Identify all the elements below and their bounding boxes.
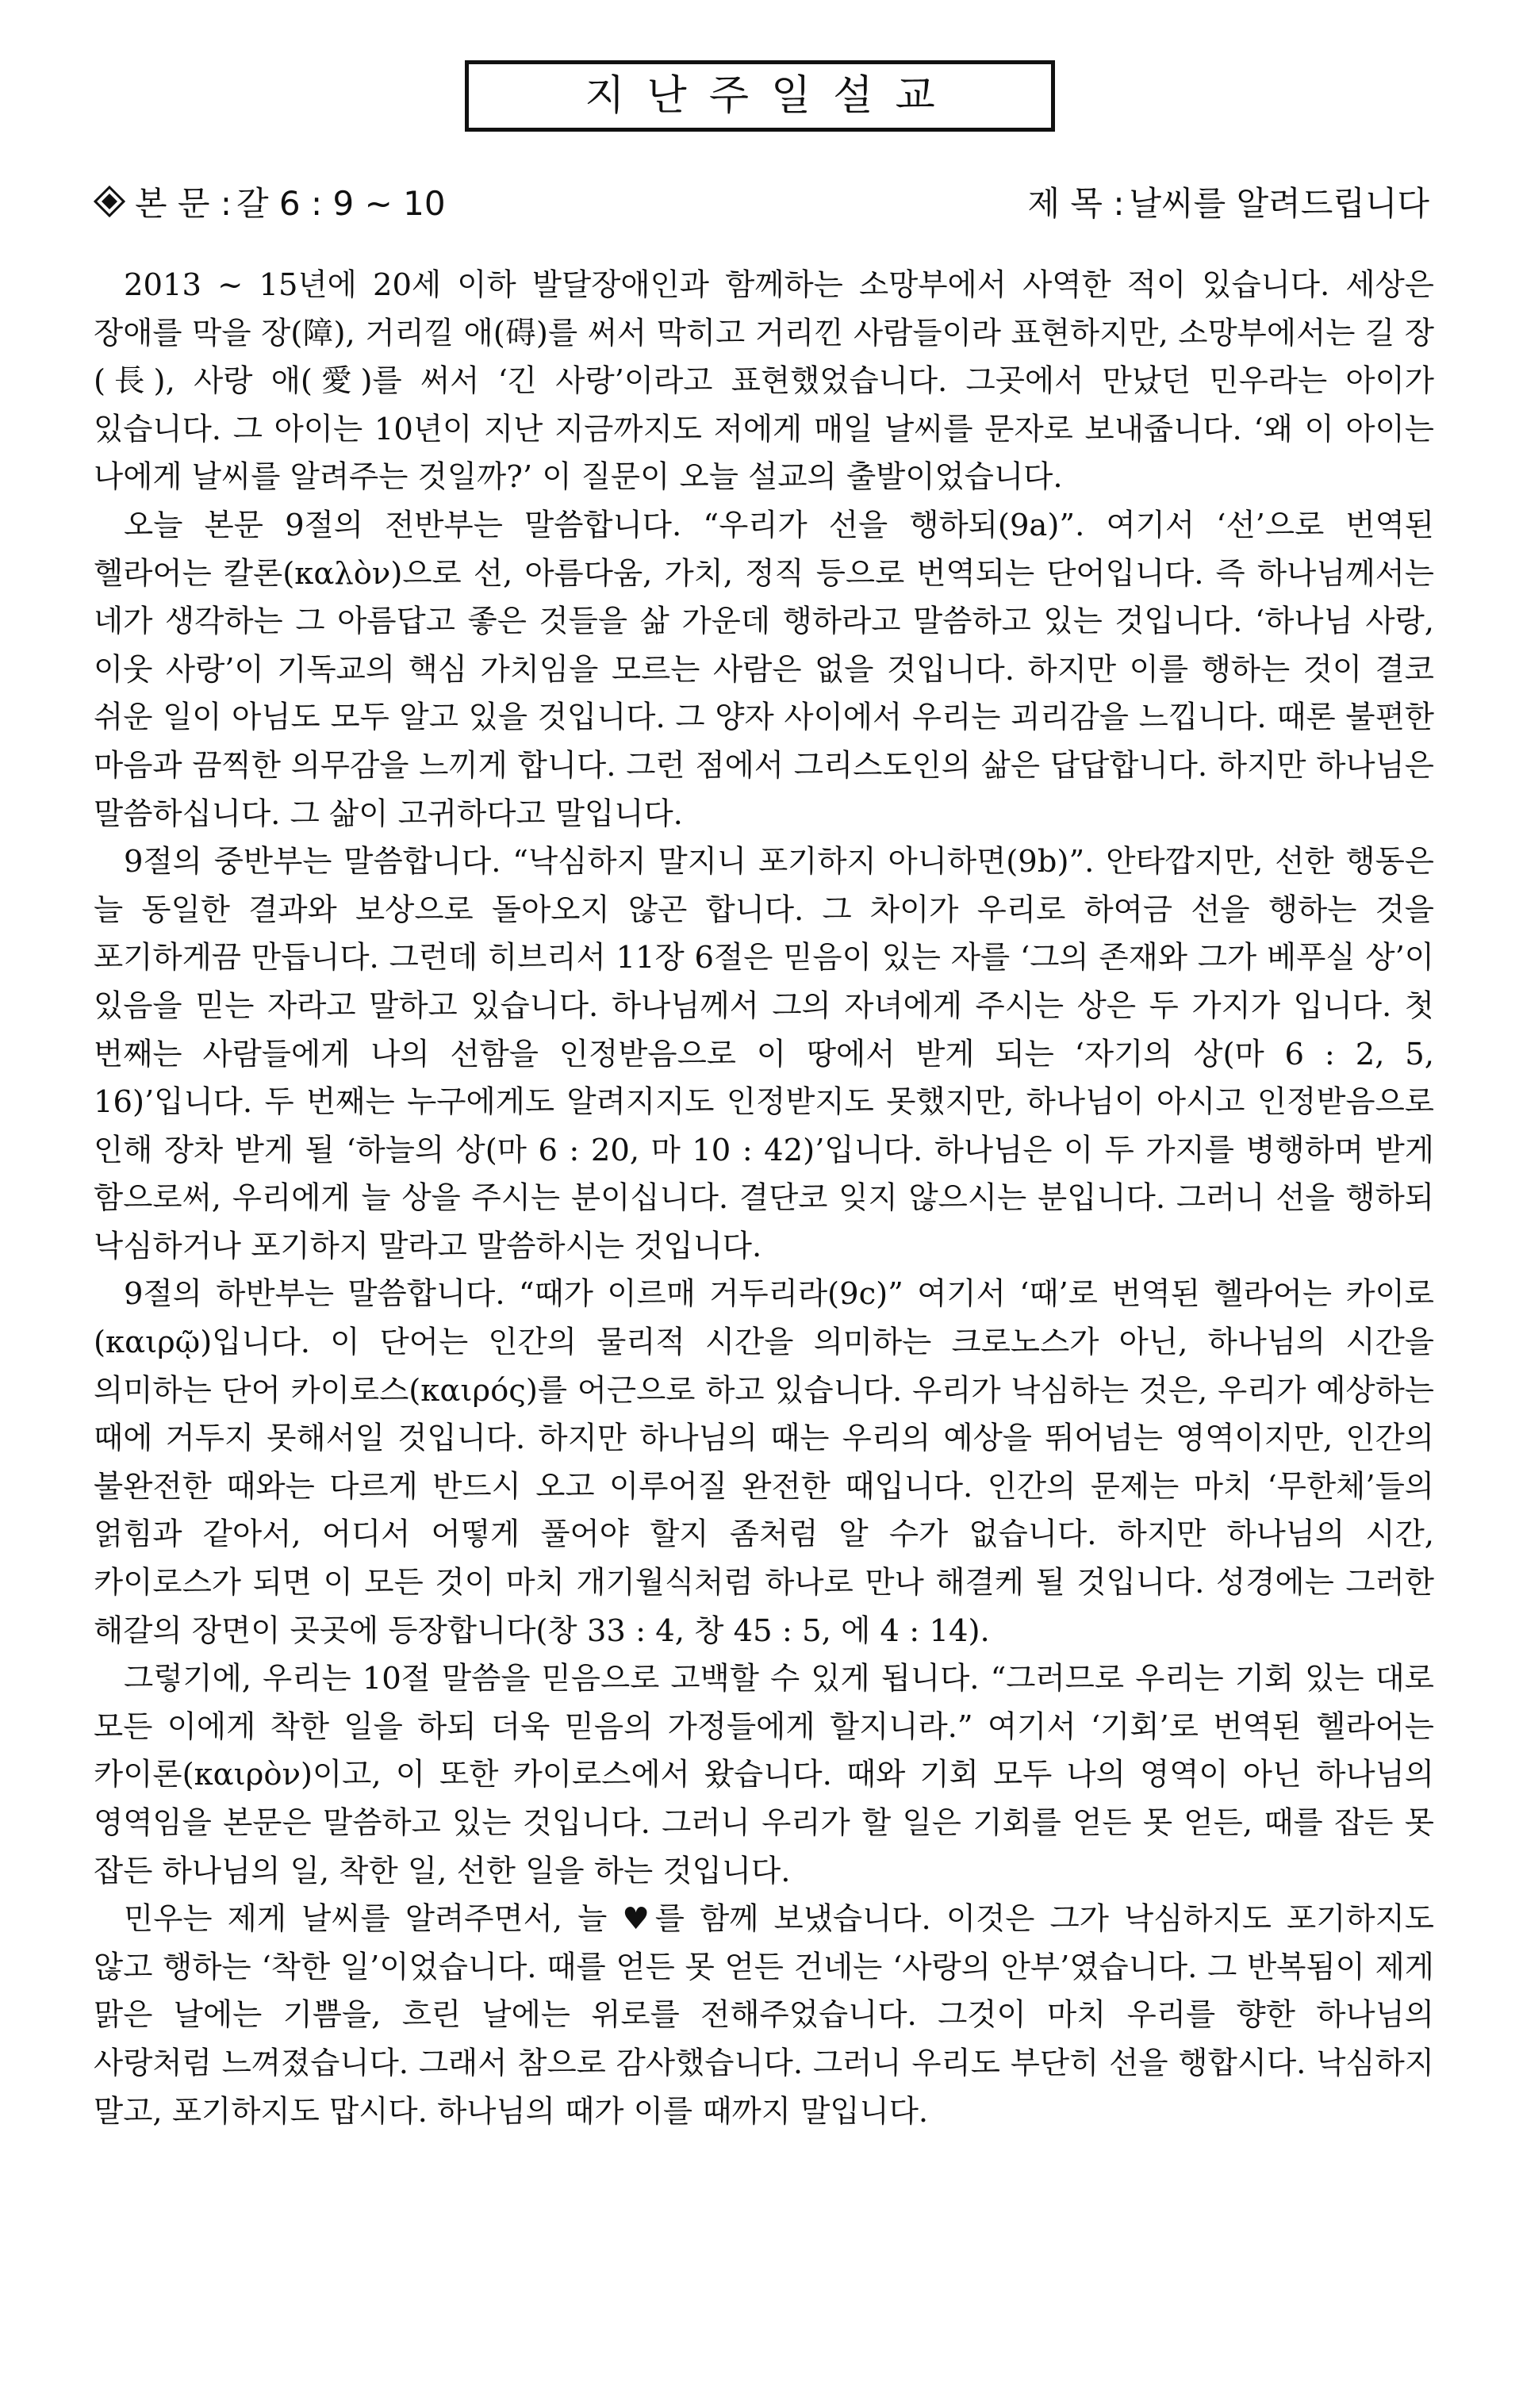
paragraph-5: 그렇기에, 우리는 10절 말씀을 믿음으로 고백할 수 있게 됩니다. “그러므로 우리는 기회 있는 대로 모든 이에게 착한 일을 하되 더욱 믿음의 가정들에게 할지니라.” 여기서 ‘기회’로 번역된 헬라어는 카이론(καιρὸν)이고, 이 또한 카이로스에서 왔습니다. 때와 기회 모두 나의 영역이 아닌 하나님의 영역임을 본문은 말씀하고 있는 것입니다. 그러니 우리가 할 일은 기회를 얻든 못 얻든, 때를 잡든 못 잡든 하나님의 일, 착한 일, 선한 일을 하는 것입니다. [94, 1661, 1435, 1889]
sermon-title-label: 제 목 : [1027, 184, 1125, 223]
scripture-label: 본 문 : [135, 184, 232, 223]
paragraph-1: 2013 ~ 15년에 20세 이하 발달장애인과 함께하는 소망부에서 사역한 적이 있습니다. 세상은 장애를 막을 장(障), 거리낄 애(碍)를 써서 막히고 거리낀 사람들이라 표현하지만, 소망부에서는 길 장(長), 사랑 애(愛)를 써서 ‘긴 사랑’이라고 표현했었습니다. 그곳에서 만났던 민우라는 아이가 있습니다. 그 아이는 10년이 지난 지금까지도 저에게 매일 날씨를 문자로 보내줍니다. ‘왜 이 아이는 나에게 날씨를 알려주는 것일까?’ 이 질문이 오늘 설교의 출발이었습니다. [94, 267, 1434, 496]
scripture-reference [94, 178, 446, 225]
title-box [465, 60, 1055, 132]
scripture-value: 갈 6 : 9 ~ 10 [236, 184, 446, 223]
paragraph-4: 9절의 하반부는 말씀합니다. “때가 이르매 거두리라(9c)” 여기서 ‘때’로 번역된 헬라어는 카이로(καιρῷ)입니다. 이 단어는 인간의 물리적 시간을 의미하는 크로노스가 아닌, 하나님의 시간을 의미하는 단어 카이로스(καιρός)를 어근으로 하고 있습니다. 우리가 낙심하는 것은, 우리가 예상하는 때에 거두지 못해서일 것입니다. 하지만 하나님의 때는 우리의 예상을 뛰어넘는 영역이지만, 인간의 불완전한 때와는 다르게 반드시 오고 이루어질 완전한 때입니다. 인간의 문제는 마치 ‘무한체’들의 얽힘과 같아서, 어디서 어떻게 풀어야 할지 좀처럼 알 수가 없습니다. 하지만 하나님의 시간, 카이로스가 되면 이 모든 것이 마치 개기월식처럼 하나로 만나 해결케 될 것입니다. 성경에는 그러한 해갈의 장면이 곳곳에 등장합니다(창 33 : 4, 창 45 : 5, 에 4 : 14). [94, 1276, 1434, 1649]
page-title: 지난주일설교 [585, 72, 957, 120]
paragraph-2: 오늘 본문 9절의 전반부는 말씀합니다. “우리가 선을 행하되(9a)”. 여기서 ‘선’으로 번역된 헬라어는 칼론(καλὸν)으로 선, 아름다움, 가치, 정직 등으로 번역되는 단어입니다. 즉 하나님께서는 네가 생각하는 그 아름답고 좋은 것들을 삶 가운데 행하라고 말씀하고 있는 것입니다. ‘하나님 사랑, 이웃 사랑’이 기독교의 핵심 가치임을 모르는 사람은 없을 것입니다. 하지만 이를 행하는 것이 결코 쉬운 일이 아님도 모두 알고 있을 것입니다. 그 양자 사이에서 우리는 괴리감을 느낍니다. 때론 불편한 마음과 끔찍한 의무감을 느끼게 합니다. 그런 점에서 그리스도인의 삶은 답답합니다. 하지만 하나님은 말씀하십니다. 그 삶이 고귀하다고 말입니다. [94, 507, 1434, 832]
sermon-title-value: 날씨를 알려드립니다 [1129, 184, 1429, 223]
sermon-meta-row [94, 176, 1429, 227]
sermon-title-meta [1028, 178, 1430, 225]
paragraph-3: 9절의 중반부는 말씀합니다. “낙심하지 말지니 포기하지 아니하면(9b)”. 안타깝지만, 선한 행동은 늘 동일한 결과와 보상으로 돌아오지 않곤 합니다. 그 차이가 우리로 하여금 선을 행하는 것을 포기하게끔 만듭니다. 그런데 히브리서 11장 6절은 믿음이 있는 자를 ‘그의 존재와 그가 베푸실 상’이 있음을 믿는 자라고 말하고 있습니다. 하나님께서 그의 자녀에게 주시는 상은 두 가지가 입니다. 첫 번째는 사람들에게 나의 선함을 인정받음으로 이 땅에서 받게 되는 ‘자기의 상(마 6 : 2, 5, 16)’입니다. 두 번째는 누구에게도 알려지지도 인정받지도 못했지만, 하나님이 아시고 인정받음으로 인해 장차 받게 될 ‘하늘의 상(마 6 : 20, 마 10 : 42)’입니다. 하나님은 이 두 가지를 병행하며 받게 함으로써, 우리에게 늘 상을 주시는 분이십니다. 결단코 잊지 않으시는 분입니다. 그러니 선을 행하되 낙심하거나 포기하지 말라고 말씀하시는 것입니다. [94, 844, 1434, 1264]
paragraph-6: 민우는 제게 날씨를 알려주면서, 늘 ♥를 함께 보냈습니다. 이것은 그가 낙심하지도 포기하지도 않고 행하는 ‘착한 일’이었습니다. 때를 얻든 못 얻든 건네는 ‘사랑의 안부’였습니다. 그 반복됨이 제게 맑은 날에는 기쁨을, 흐린 날에는 위로를 전해주었습니다. 그것이 마치 우리를 향한 하나님의 사랑처럼 느껴졌습니다. 그래서 참으로 감사했습니다. 그러니 우리도 부단히 선을 행합시다. 낙심하지 말고, 포기하지도 맙시다. 하나님의 때가 이를 때까지 말입니다. [94, 1901, 1434, 2130]
sermon-body [94, 262, 1434, 2136]
diamond-bullet-icon [94, 186, 125, 217]
